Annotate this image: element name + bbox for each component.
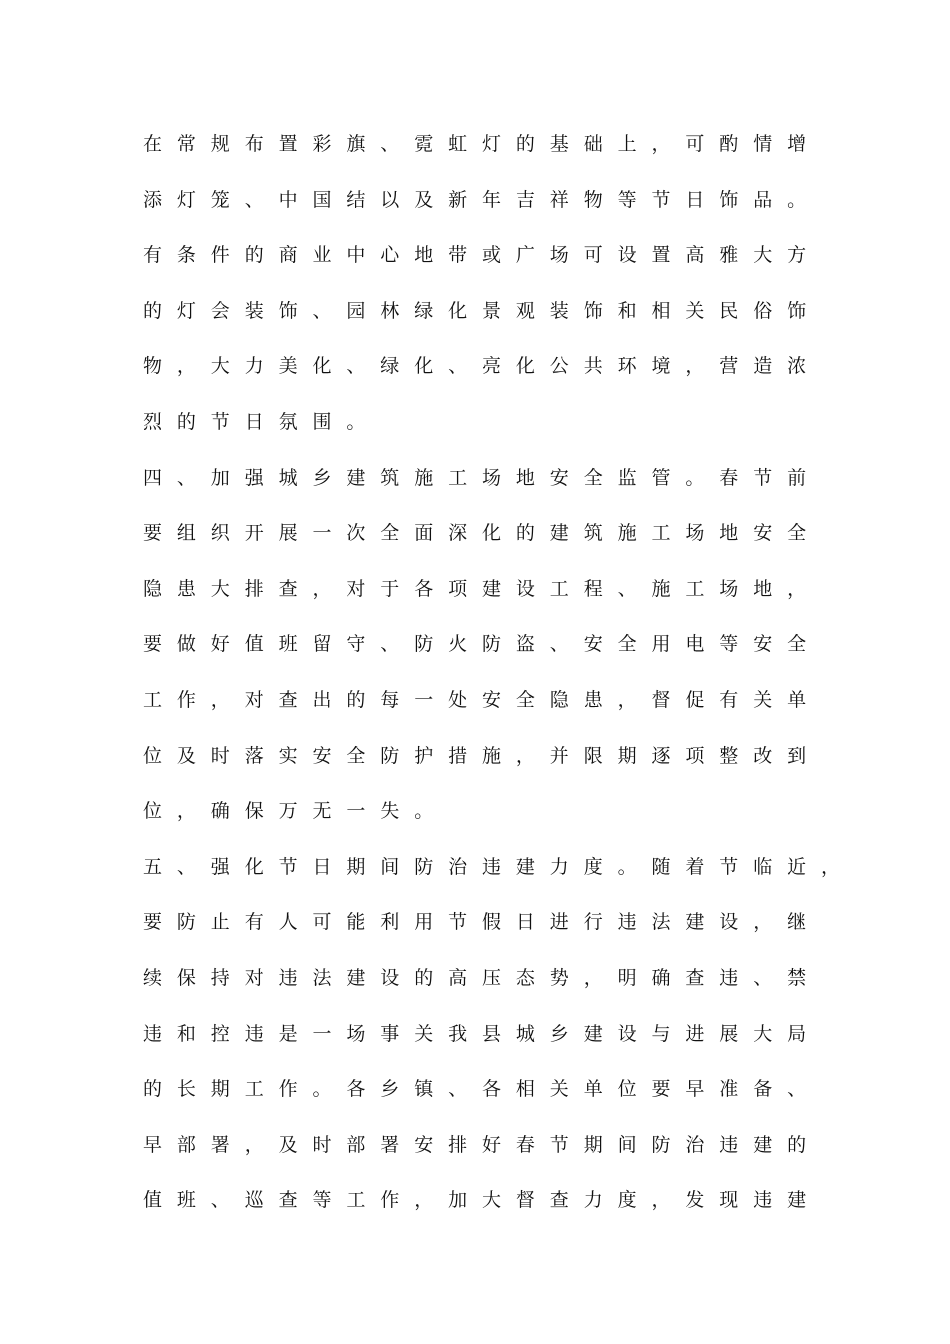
text-line: 要防止有人可能利用节假日进行违法建设，继	[143, 911, 822, 934]
text-line: 位及时落实安全防护措施，并限期逐项整改到	[143, 744, 822, 767]
text-line: 早部署，及时部署安排好春节期间防治违建的	[143, 1133, 822, 1156]
text-line: 烈的节日氛围。	[143, 410, 381, 433]
text-line: 续保持对违法建设的高压态势，明确查违、禁	[143, 966, 822, 989]
text-line: 五、强化节日期间防治违建力度。随着节临近，	[143, 855, 855, 878]
text-line: 位，确保万无一失。	[143, 800, 449, 823]
text-line: 值班、巡查等工作，加大督查力度，发现违建	[143, 1189, 822, 1212]
text-line: 四、加强城乡建筑施工场地安全监管。春节前	[143, 466, 822, 489]
document-body	[143, 129, 855, 1241]
text-line: 的长期工作。各乡镇、各相关单位要早准备、	[143, 1078, 822, 1101]
text-line: 在常规布置彩旗、霓虹灯的基础上，可酌情增	[143, 133, 822, 155]
text-line: 要组织开展一次全面深化的建筑施工场地安全	[143, 522, 822, 545]
text-line: 隐患大排查，对于各项建设工程、施工场地，	[143, 577, 822, 600]
text-line: 要做好值班留守、防火防盗、安全用电等安全	[143, 633, 822, 656]
text-line: 有条件的商业中心地带或广场可设置高雅大方	[143, 244, 822, 267]
text-line: 添灯笼、中国结以及新年吉祥物等节日饰品。	[143, 188, 822, 211]
text-line: 违和控违是一场事关我县城乡建设与进展大局	[143, 1022, 822, 1045]
text-line: 的灯会装饰、园林绿化景观装饰和相关民俗饰	[143, 299, 822, 322]
text-line: 工作，对查出的每一处安全隐患，督促有关单	[143, 688, 822, 711]
text-line: 物，大力美化、绿化、亮化公共环境，营造浓	[143, 355, 822, 378]
